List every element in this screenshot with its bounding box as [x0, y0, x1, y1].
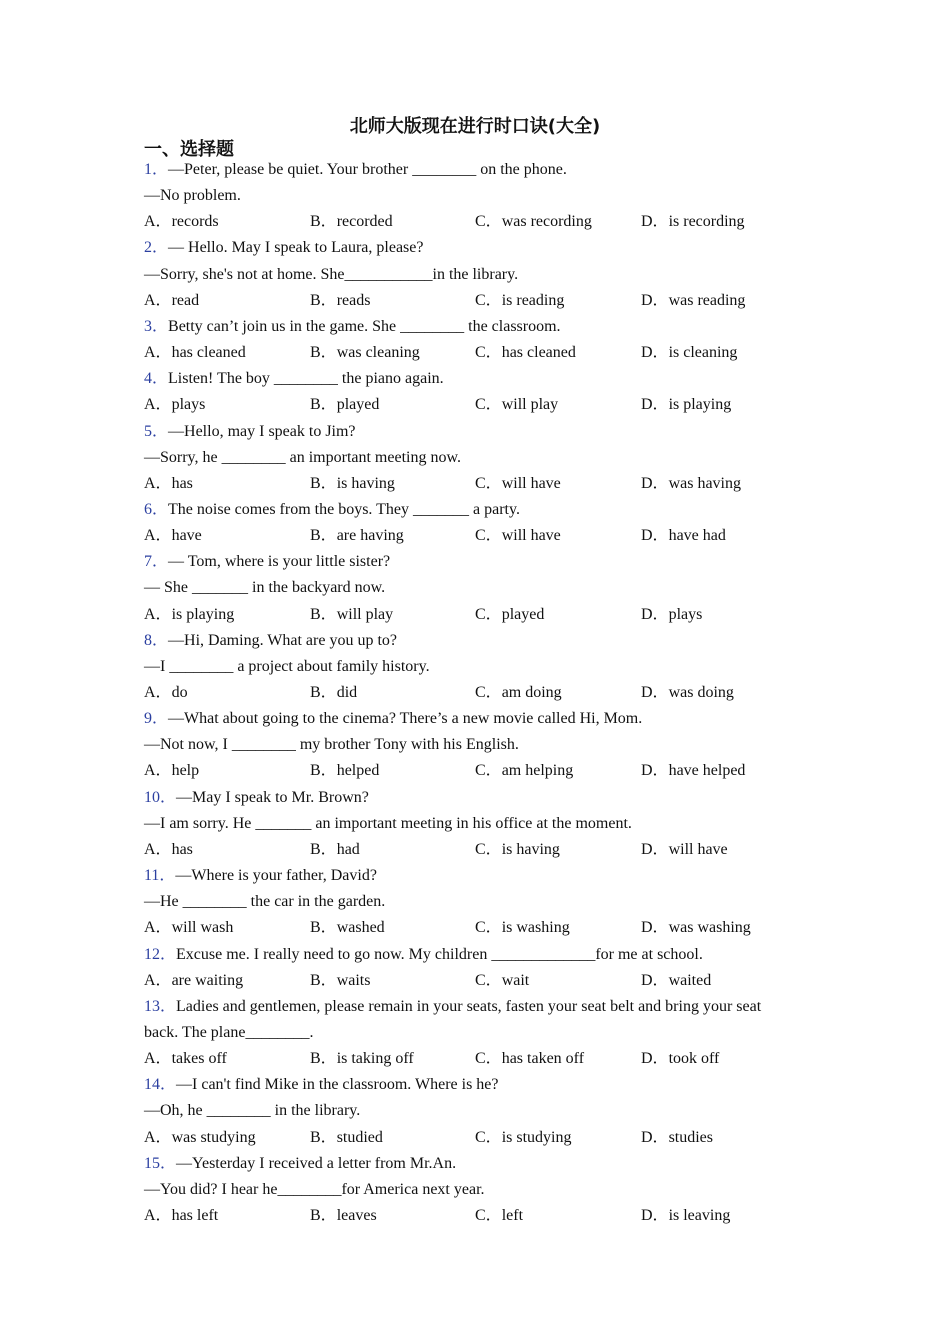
question-text: —He ________ the car in the garden. — [144, 893, 386, 911]
question-line — [144, 1177, 804, 1203]
option-letter: B． — [310, 605, 337, 623]
option-a[interactable] — [144, 1125, 256, 1151]
option-letter: C． — [475, 344, 502, 362]
option-letter: D． — [641, 1128, 669, 1146]
option-b[interactable] — [310, 523, 404, 549]
question-number: 10． — [144, 788, 177, 806]
option-c[interactable] — [475, 1203, 523, 1229]
option-letter: B． — [310, 840, 337, 858]
option-text: are having — [336, 527, 404, 545]
question-number: 2． — [144, 239, 169, 257]
option-c[interactable] — [475, 392, 558, 418]
option-d[interactable] — [641, 1046, 719, 1072]
option-letter: C． — [475, 1050, 502, 1068]
option-text: will play — [501, 396, 559, 414]
option-letter: C． — [475, 474, 502, 492]
question-text: —May I speak to Mr. Brown? — [176, 788, 369, 806]
option-text: plays — [668, 605, 703, 623]
option-text: is washing — [501, 919, 570, 937]
option-letter: B． — [310, 213, 337, 231]
option-text: plays — [171, 396, 206, 414]
option-letter: A． — [144, 919, 172, 937]
option-letter: A． — [144, 213, 172, 231]
question-text: Listen! The boy ________ the piano again. — [168, 370, 444, 388]
question-stem — [144, 706, 804, 732]
question-stem — [144, 628, 804, 654]
question-stem — [144, 785, 804, 811]
option-c[interactable] — [475, 340, 576, 366]
option-text: played — [336, 396, 380, 414]
option-letter: A． — [144, 762, 172, 780]
question-line — [144, 654, 804, 680]
option-b[interactable] — [310, 340, 420, 366]
option-b[interactable] — [310, 1125, 383, 1151]
option-text: reads — [336, 291, 371, 309]
option-d[interactable] — [641, 1203, 730, 1229]
question-line — [144, 575, 804, 601]
option-letter: D． — [641, 605, 669, 623]
option-c[interactable] — [475, 471, 561, 497]
question-number: 11． — [144, 867, 176, 885]
option-letter: A． — [144, 1050, 172, 1068]
question-stem — [144, 1151, 804, 1177]
option-a[interactable] — [144, 288, 199, 314]
question-text: —Hello, may I speak to Jim? — [168, 422, 356, 440]
option-letter: C． — [475, 762, 502, 780]
option-letter: A． — [144, 474, 172, 492]
option-text: help — [171, 762, 200, 780]
option-c[interactable] — [475, 1046, 584, 1072]
question-number: 4． — [144, 370, 169, 388]
option-text: is cleaning — [668, 344, 738, 362]
question-number: 13． — [144, 997, 177, 1015]
option-letter: B． — [310, 1050, 337, 1068]
option-letter: C． — [475, 840, 502, 858]
option-letter: D． — [641, 762, 669, 780]
option-text: has taken off — [501, 1050, 585, 1068]
option-b[interactable] — [310, 209, 393, 235]
question-line — [144, 183, 804, 209]
option-c[interactable] — [475, 602, 544, 628]
option-d[interactable] — [641, 968, 711, 994]
option-letter: C． — [475, 213, 502, 231]
option-b[interactable] — [310, 837, 360, 863]
option-text: was cleaning — [336, 344, 420, 362]
option-text: left — [501, 1207, 524, 1224]
option-a[interactable] — [144, 340, 246, 366]
option-text: am doing — [501, 684, 562, 701]
option-d[interactable] — [641, 915, 751, 941]
option-text: am helping — [501, 762, 574, 780]
question-stem — [144, 235, 804, 261]
option-letter: C． — [475, 291, 502, 309]
question-text: back. The plane________. — [144, 1023, 314, 1041]
question-text: —Peter, please be quiet. Your brother ________ on the phone. — [168, 161, 567, 178]
question-text: — Tom, where is your little sister? — [168, 553, 391, 571]
question-number: 1． — [144, 161, 169, 178]
question-stem — [144, 157, 804, 183]
question-number: 5． — [144, 422, 169, 440]
option-letter: B． — [310, 971, 337, 989]
question-line — [144, 1098, 804, 1124]
question-line — [144, 732, 804, 758]
question-text: —I am sorry. He _______ an important meeting in his office at the moment. — [144, 814, 632, 832]
option-a[interactable] — [144, 602, 234, 628]
option-text: is having — [501, 840, 560, 858]
question-number: 9． — [144, 710, 169, 728]
option-letter: A． — [144, 684, 172, 701]
question-number: 7． — [144, 553, 169, 571]
question-stem — [144, 942, 804, 968]
option-letter: A． — [144, 344, 172, 362]
question-number: 15． — [144, 1154, 177, 1172]
question-text: Excuse me. I really need to go now. My children _____________for me at school. — [176, 945, 703, 963]
option-text: do — [171, 684, 188, 701]
option-letter: C． — [475, 684, 502, 701]
option-text: records — [171, 213, 219, 231]
option-letter: D． — [641, 344, 669, 362]
question-line — [144, 811, 804, 837]
option-a[interactable] — [144, 837, 193, 863]
option-letter: D． — [641, 684, 669, 701]
option-text: was washing — [668, 919, 751, 937]
option-a[interactable] — [144, 758, 199, 784]
option-c[interactable] — [475, 915, 570, 941]
option-b[interactable] — [310, 1203, 377, 1229]
option-letter: A． — [144, 971, 172, 989]
option-b[interactable] — [310, 392, 379, 418]
option-letter: B． — [310, 474, 337, 492]
question-stem — [144, 863, 804, 889]
question-text: —Not now, I ________ my brother Tony with his English. — [144, 736, 519, 754]
option-c[interactable] — [475, 837, 560, 863]
question-text: —Hi, Daming. What are you up to? — [168, 631, 397, 649]
option-letter: A． — [144, 527, 172, 545]
option-b[interactable] — [310, 602, 393, 628]
option-letter: D． — [641, 213, 669, 231]
option-text: did — [336, 684, 358, 701]
option-text: have had — [668, 527, 726, 545]
option-text: is recording — [668, 213, 745, 231]
question-number: 3． — [144, 317, 169, 335]
question-text: Betty can’t join us in the game. She ________ the classroom. — [168, 317, 561, 335]
option-letter: B． — [310, 527, 337, 545]
option-d[interactable] — [641, 758, 745, 784]
option-text: has left — [171, 1207, 219, 1224]
option-letter: D． — [641, 474, 669, 492]
option-letter: C． — [475, 1207, 502, 1224]
option-text: will have — [501, 527, 561, 545]
option-text: was studying — [171, 1128, 256, 1146]
option-letter: C． — [475, 396, 502, 414]
option-letter: C． — [475, 605, 502, 623]
question-stem — [144, 366, 804, 392]
option-c[interactable] — [475, 968, 529, 994]
option-text: waited — [668, 971, 712, 989]
option-b[interactable] — [310, 680, 357, 706]
question-text: —Oh, he ________ in the library. — [144, 1102, 361, 1120]
option-text: will have — [501, 474, 561, 492]
option-letter: D． — [641, 291, 669, 309]
option-text: will have — [668, 840, 728, 858]
option-text: was having — [668, 474, 741, 492]
option-text: is studying — [501, 1128, 572, 1146]
option-letter: A． — [144, 1128, 172, 1146]
option-b[interactable] — [310, 471, 395, 497]
option-letter: A． — [144, 396, 172, 414]
question-text: — Hello. May I speak to Laura, please? — [168, 239, 424, 257]
option-letter: B． — [310, 919, 337, 937]
option-a[interactable] — [144, 209, 219, 235]
option-letter: C． — [475, 971, 502, 989]
option-text: studies — [668, 1128, 714, 1146]
option-text: takes off — [171, 1050, 227, 1068]
option-text: is taking off — [336, 1050, 414, 1068]
option-c[interactable] — [475, 523, 561, 549]
option-letter: D． — [641, 840, 669, 858]
option-text: has — [171, 840, 193, 858]
question-stem — [144, 1072, 804, 1098]
option-text: played — [501, 605, 545, 623]
option-text: recorded — [336, 213, 393, 231]
option-a[interactable] — [144, 471, 193, 497]
option-letter: D． — [641, 527, 669, 545]
option-a[interactable] — [144, 392, 205, 418]
option-c[interactable] — [475, 288, 564, 314]
option-text: was recording — [501, 213, 592, 231]
question-stem — [144, 549, 804, 575]
option-letter: D． — [641, 1050, 669, 1068]
option-letter: A． — [144, 1207, 172, 1224]
question-line — [144, 262, 804, 288]
option-text: is having — [336, 474, 395, 492]
option-letter: D． — [641, 396, 669, 414]
option-a[interactable] — [144, 1046, 227, 1072]
option-b[interactable] — [310, 288, 370, 314]
option-letter: D． — [641, 971, 669, 989]
question-text: —I ________ a project about family history. — [144, 657, 430, 675]
option-d[interactable] — [641, 680, 734, 706]
question-text: —What about going to the cinema? There’s a new movie called Hi, Mom. — [168, 710, 643, 728]
option-letter: D． — [641, 1207, 669, 1224]
question-number: 14． — [144, 1076, 177, 1094]
option-text: read — [171, 291, 200, 309]
option-a[interactable] — [144, 680, 188, 706]
question-stem — [144, 994, 804, 1020]
option-d[interactable] — [641, 288, 745, 314]
option-letter: A． — [144, 605, 172, 623]
option-letter: D． — [641, 919, 669, 937]
option-b[interactable] — [310, 968, 370, 994]
question-text: —You did? I hear he________for America next year. — [144, 1180, 485, 1198]
question-text: —Sorry, he ________ an important meeting now. — [144, 448, 461, 466]
question-number: 6． — [144, 500, 169, 518]
option-letter: B． — [310, 762, 337, 780]
option-b[interactable] — [310, 1046, 414, 1072]
question-text: —Sorry, she's not at home. She___________in the library. — [144, 265, 519, 283]
option-a[interactable] — [144, 968, 243, 994]
option-c[interactable] — [475, 1125, 571, 1151]
option-text: are waiting — [171, 971, 244, 989]
question-stem — [144, 419, 804, 445]
question-number: 12． — [144, 945, 177, 963]
question-text: — She _______ in the backyard now. — [144, 579, 386, 597]
option-d[interactable] — [641, 392, 731, 418]
option-b[interactable] — [310, 758, 379, 784]
option-text: waits — [336, 971, 371, 989]
question-stem — [144, 497, 804, 523]
option-text: is playing — [668, 396, 732, 414]
option-text: helped — [336, 762, 380, 780]
option-text: took off — [668, 1050, 720, 1068]
option-text: have helped — [668, 762, 746, 780]
option-d[interactable] — [641, 837, 728, 863]
option-letter: B． — [310, 1207, 337, 1224]
option-a[interactable] — [144, 523, 202, 549]
option-letter: C． — [475, 1128, 502, 1146]
option-text: has cleaned — [501, 344, 576, 362]
option-text: was reading — [668, 291, 746, 309]
option-text: washed — [336, 919, 385, 937]
option-a[interactable] — [144, 915, 233, 941]
option-text: is reading — [501, 291, 565, 309]
question-text: —No problem. — [144, 187, 241, 205]
option-text: wait — [501, 971, 530, 989]
page-title: 北师大版现在进行时口诀(大全) — [349, 116, 601, 137]
option-text: is leaving — [668, 1207, 731, 1224]
question-stem — [144, 314, 804, 340]
option-letter: B． — [310, 344, 337, 362]
option-letter: B． — [310, 291, 337, 309]
question-line — [144, 889, 804, 915]
option-text: has — [171, 474, 193, 492]
option-c[interactable] — [475, 209, 592, 235]
question-text: —I can't find Mike in the classroom. Where is he? — [176, 1076, 499, 1094]
section-heading: 一、选择题 — [144, 139, 234, 160]
option-text: had — [336, 840, 360, 858]
question-text: —Where is your father, David? — [175, 867, 377, 885]
option-text: have — [171, 527, 202, 545]
question-text: —Yesterday I received a letter from Mr.An. — [176, 1154, 457, 1172]
question-line — [144, 445, 804, 471]
option-letter: A． — [144, 840, 172, 858]
option-d[interactable] — [641, 1125, 713, 1151]
option-text: will play — [336, 605, 394, 623]
question-number: 8． — [144, 631, 169, 649]
option-b[interactable] — [310, 915, 385, 941]
option-text: is playing — [171, 605, 235, 623]
option-c[interactable] — [475, 758, 573, 784]
option-letter: B． — [310, 684, 337, 701]
question-line — [144, 1020, 804, 1046]
option-letter: C． — [475, 527, 502, 545]
question-text: Ladies and gentlemen, please remain in your seats, fasten your seat belt and bring your seat — [176, 997, 762, 1015]
option-text: has cleaned — [171, 344, 246, 362]
option-text: studied — [336, 1128, 383, 1146]
option-letter: B． — [310, 1128, 337, 1146]
option-letter: A． — [144, 291, 172, 309]
option-text: will wash — [171, 919, 234, 937]
option-c[interactable] — [475, 680, 562, 706]
option-text: leaves — [336, 1207, 377, 1224]
option-d[interactable] — [641, 209, 745, 235]
option-d[interactable] — [641, 602, 702, 628]
option-text: was doing — [668, 684, 734, 701]
option-letter: B． — [310, 396, 337, 414]
question-text: The noise comes from the boys. They _______ a party. — [168, 500, 520, 518]
option-d[interactable] — [641, 471, 741, 497]
option-a[interactable] — [144, 1203, 218, 1229]
option-d[interactable] — [641, 523, 726, 549]
option-d[interactable] — [641, 340, 737, 366]
option-letter: C． — [475, 919, 502, 937]
